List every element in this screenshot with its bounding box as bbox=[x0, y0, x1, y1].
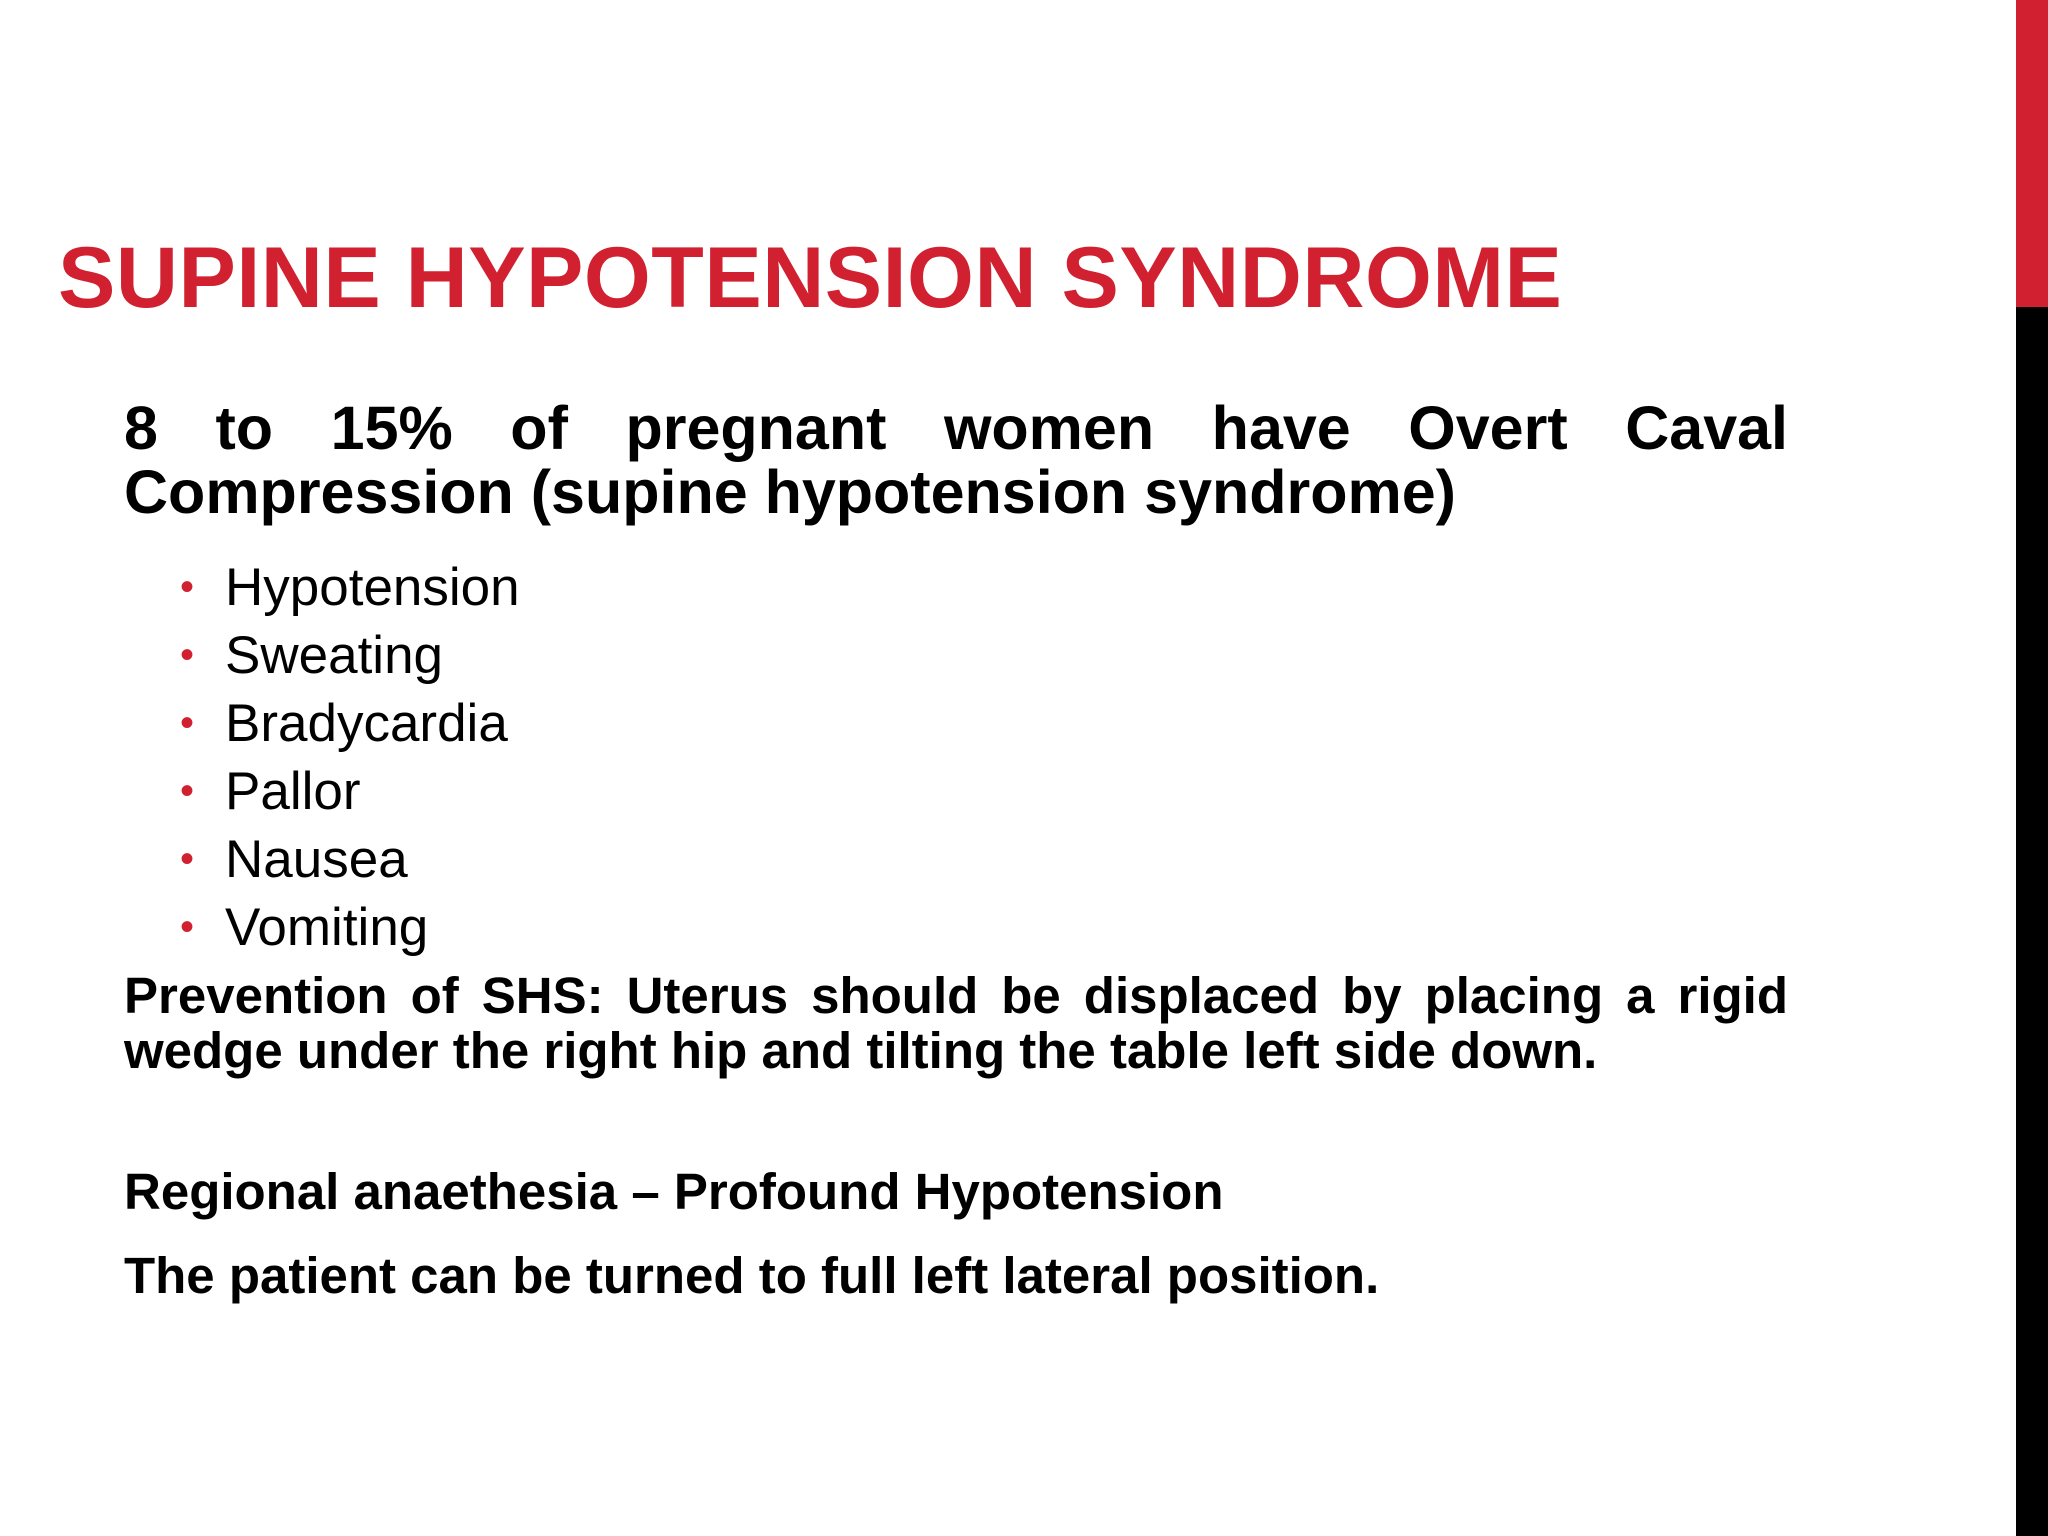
prevention-paragraph: Prevention of SHS: Uterus should be displaced by placing a rigid wedge under the right hip and tilting the table left side down. bbox=[124, 967, 1788, 1079]
list-item-label: Bradycardia bbox=[225, 693, 508, 753]
slide-title: SUPINE HYPOTENSION SYNDROME bbox=[58, 230, 1563, 326]
side-accent-bar-black bbox=[2016, 307, 2048, 1536]
list-item-label: Nausea bbox=[225, 829, 408, 889]
symptom-list bbox=[180, 553, 520, 961]
patient-position-note: The patient can be turned to full left lateral position. bbox=[124, 1247, 1380, 1304]
lead-statement: 8 to 15% of pregnant women have Overt Caval Compression (supine hypotension syndrome) bbox=[124, 394, 1788, 526]
bullet-icon: • bbox=[180, 904, 195, 949]
list-item bbox=[180, 689, 520, 757]
bullet-icon: • bbox=[180, 836, 195, 881]
bullet-icon: • bbox=[180, 768, 195, 813]
list-item bbox=[180, 757, 520, 825]
list-item bbox=[180, 553, 520, 621]
side-accent-bar-red bbox=[2016, 0, 2048, 307]
list-item-label: Sweating bbox=[225, 625, 444, 685]
list-item-label: Vomiting bbox=[225, 897, 429, 957]
list-item-label: Pallor bbox=[225, 761, 361, 821]
list-item bbox=[180, 893, 520, 961]
regional-anaesthesia-note: Regional anaethesia – Profound Hypotension bbox=[124, 1163, 1224, 1220]
list-item bbox=[180, 621, 520, 689]
list-item bbox=[180, 825, 520, 893]
bullet-icon: • bbox=[180, 564, 195, 609]
list-item-label: Hypotension bbox=[225, 557, 520, 617]
bullet-icon: • bbox=[180, 700, 195, 745]
bullet-icon: • bbox=[180, 632, 195, 677]
